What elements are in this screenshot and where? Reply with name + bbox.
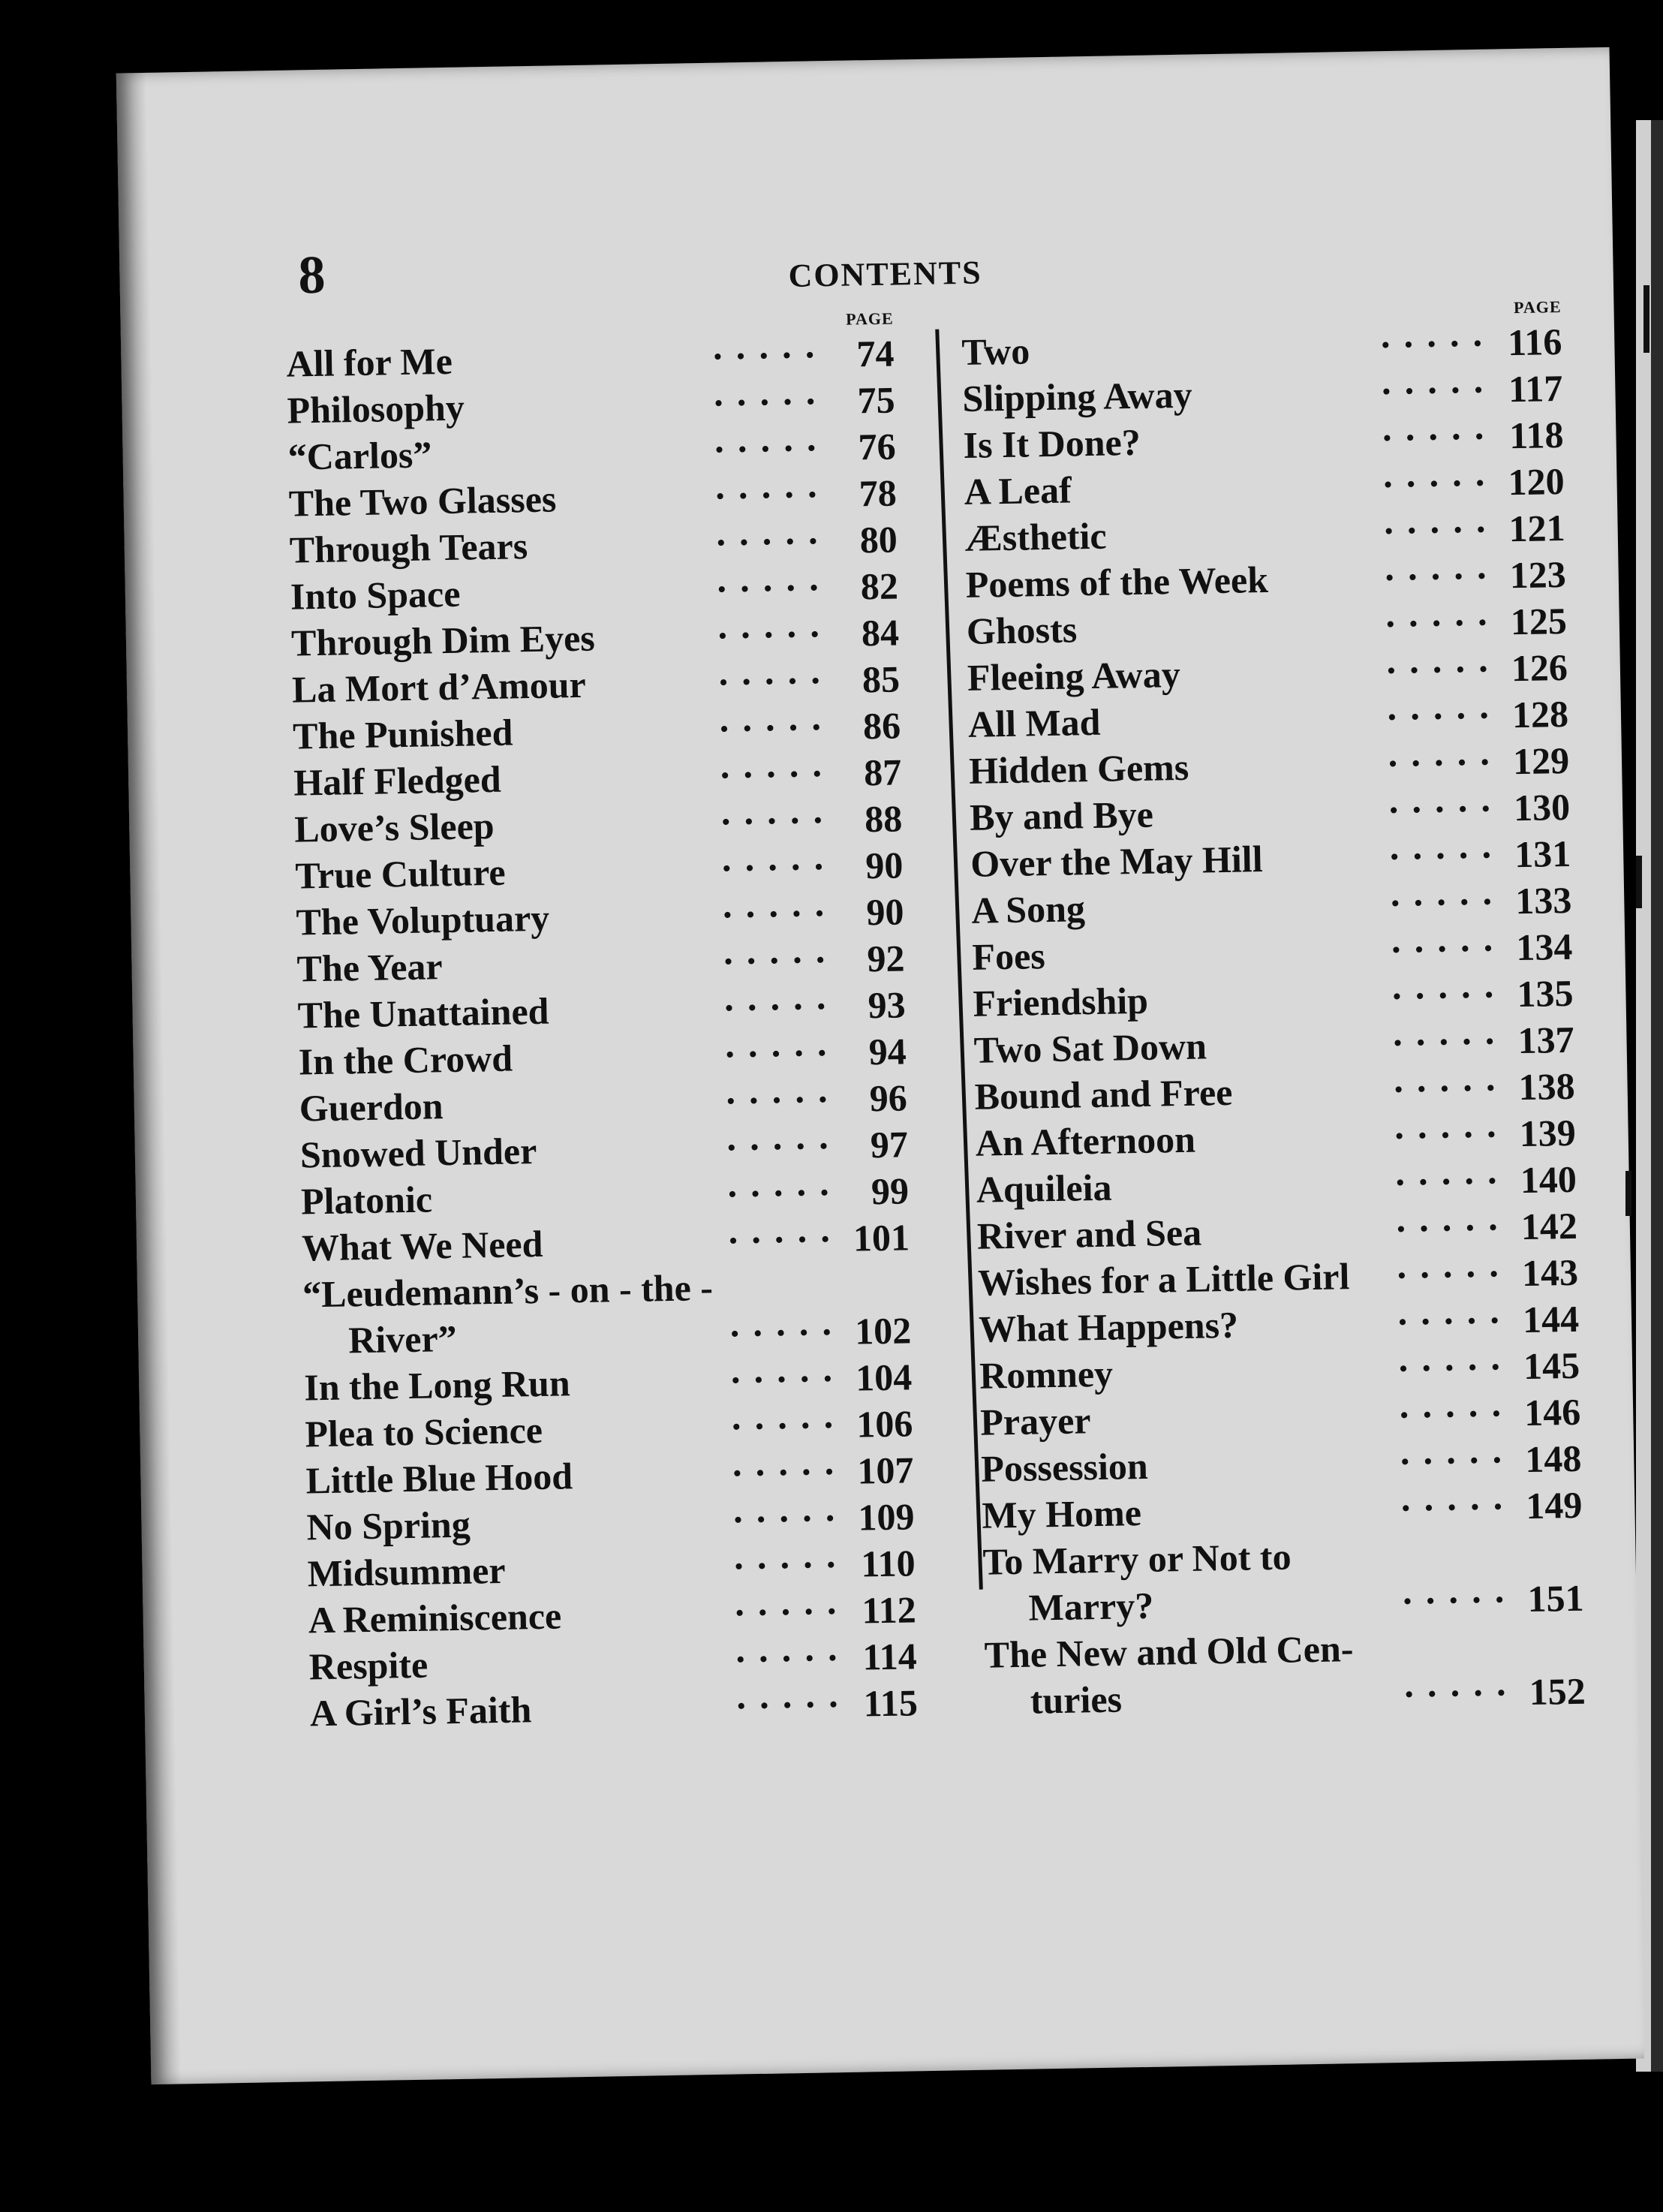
leader-dots: ····· [1389, 926, 1505, 971]
leader-dots: ····· [721, 937, 838, 983]
entry-page-number: 146 [1523, 1390, 1581, 1434]
entry-page-number: 131 [1514, 832, 1571, 876]
entry-page-number: 82 [860, 564, 899, 608]
entry-title: Fleeing Away [967, 652, 1181, 699]
facing-page-mark [1643, 285, 1649, 353]
entry-title: The Two Glasses [288, 477, 557, 525]
entry-title: The Unattained [297, 989, 549, 1037]
entry-title: In the Long Run [303, 1362, 571, 1409]
entry-page-number: 104 [855, 1356, 913, 1399]
leader-dots: ····· [728, 1310, 844, 1355]
entry-page-number: 129 [1512, 739, 1570, 783]
entry-title: Respite [308, 1643, 429, 1688]
entry-page-number: 78 [859, 471, 898, 515]
leader-dots: ····· [723, 1077, 841, 1122]
entry-page-number: 110 [860, 1542, 916, 1585]
leader-dots: ····· [713, 473, 830, 517]
entry-page-number: 96 [869, 1076, 908, 1120]
leader-dots: ····· [1391, 1019, 1508, 1064]
entry-title: Snowed Under [299, 1130, 537, 1176]
entry-title: A Girl’s Faith [309, 1688, 532, 1735]
leader-dots: ····· [715, 566, 832, 610]
leader-dots: ····· [1380, 414, 1496, 459]
entry-title: Friendship [973, 979, 1149, 1025]
leader-dots: ····· [1383, 600, 1500, 646]
entry-title: Prayer [979, 1399, 1091, 1443]
entry-title: Guerdon [299, 1085, 444, 1130]
entry-page-number: 112 [861, 1588, 917, 1632]
entry-title: Wishes for a Little Girl [977, 1255, 1350, 1304]
entry-title: Platonic [300, 1178, 433, 1223]
entry-title: Ghosts [966, 608, 1078, 652]
entry-page-number: 106 [856, 1402, 913, 1446]
entry-title: Plea to Science [304, 1408, 543, 1455]
page-column-header: PAGE [1513, 297, 1562, 318]
entry-title: My Home [981, 1491, 1142, 1536]
leader-dots: ····· [716, 612, 832, 657]
entry-title: All Mad [967, 700, 1101, 745]
entry-page-number: 133 [1514, 878, 1572, 922]
leader-dots: ····· [1391, 1066, 1508, 1111]
leader-dots: ····· [732, 1589, 850, 1634]
entry-title: Over the May Hill [970, 838, 1264, 885]
leader-dots: ····· [714, 519, 831, 564]
entry-page-number: 116 [1507, 321, 1562, 364]
entry-title: A Reminiscence [308, 1594, 562, 1642]
leader-dots: ····· [712, 426, 829, 471]
entry-title: To Marry or Not to [982, 1535, 1292, 1583]
leader-dots: ····· [725, 1124, 841, 1169]
entry-title-continued: River” [347, 1317, 458, 1362]
leader-dots: ····· [723, 1031, 840, 1076]
entry-page-number: 120 [1508, 459, 1565, 504]
entry-title: River and Sea [976, 1211, 1202, 1257]
entry-page-number: 121 [1508, 506, 1566, 550]
leader-dots: ····· [722, 984, 839, 1029]
entry-title: In the Crowd [298, 1037, 513, 1083]
entry-page-number: 109 [858, 1495, 915, 1539]
leader-dots: ····· [717, 706, 834, 750]
page-number: 8 [297, 244, 326, 305]
leader-dots: ····· [730, 1449, 847, 1494]
leader-dots: ····· [732, 1542, 849, 1588]
leader-dots: ····· [717, 659, 833, 703]
entry-page-number: 102 [854, 1309, 912, 1353]
leader-dots: ····· [1386, 740, 1502, 785]
entry-page-number: 92 [867, 937, 905, 980]
entry-title-continued: turies [1030, 1678, 1123, 1722]
leader-dots: ····· [1388, 833, 1504, 878]
entry-page-number: 86 [862, 704, 901, 748]
leader-dots: ····· [731, 1496, 847, 1541]
entry-title: True Culture [294, 850, 506, 897]
entry-title: Slipping Away [962, 373, 1193, 420]
entry-title: All for Me [286, 339, 453, 385]
entry-title: Half Fledged [293, 757, 502, 804]
leader-dots: ····· [1390, 973, 1506, 1018]
entry-page-number: 149 [1525, 1483, 1583, 1527]
leader-dots: ····· [1397, 1345, 1513, 1390]
contents-page [116, 47, 1644, 2084]
entry-title: Midsummer [307, 1548, 506, 1595]
contents-column-right [961, 297, 1601, 1725]
leader-dots: ····· [1396, 1299, 1512, 1344]
entry-page-number: 90 [865, 890, 904, 934]
leader-dots: ····· [711, 333, 827, 378]
leader-dots: ····· [720, 891, 837, 936]
entry-page-number: 101 [853, 1216, 910, 1259]
facing-page-mark [1636, 856, 1642, 908]
entry-title: Two [961, 330, 1030, 373]
entry-title: By and Bye [969, 793, 1154, 838]
leader-dots: ····· [726, 1217, 843, 1262]
entry-title: The Year [296, 945, 444, 990]
entry-page-number: 84 [861, 611, 900, 655]
entry-page-number: 137 [1517, 1018, 1575, 1062]
entry-page-number: 140 [1520, 1157, 1577, 1202]
entry-page-number: 97 [870, 1123, 909, 1166]
entry-page-number: 148 [1524, 1437, 1582, 1481]
entry-title: Possession [980, 1444, 1149, 1490]
leader-dots: ····· [711, 380, 828, 424]
entry-title: Æsthetic [964, 514, 1108, 559]
leader-dots: ····· [729, 1356, 845, 1401]
leader-dots: ····· [1379, 368, 1496, 413]
entry-title: Romney [979, 1352, 1114, 1397]
leader-dots: ····· [734, 1682, 851, 1727]
facing-page-mark [1625, 1171, 1631, 1216]
entry-title: Little Blue Hood [305, 1455, 573, 1502]
leader-dots: ····· [1392, 1112, 1509, 1157]
entry-page-number: 85 [862, 658, 901, 701]
leader-dots: ····· [720, 845, 836, 889]
leader-dots: ····· [1397, 1392, 1514, 1437]
entry-page-number: 125 [1510, 599, 1568, 643]
leader-dots: ····· [1398, 1438, 1514, 1483]
entry-title: Bound and Free [974, 1070, 1233, 1118]
entry-page-number: 80 [859, 518, 898, 561]
entry-page-number: 88 [864, 797, 903, 841]
contents-entry [309, 1679, 933, 1736]
leader-dots: ····· [729, 1403, 846, 1448]
entry-page-number: 94 [868, 1030, 907, 1073]
leader-dots: ····· [1402, 1671, 1519, 1715]
entry-page-number: 134 [1515, 925, 1573, 969]
entry-page-number: 126 [1511, 646, 1568, 690]
entry-page-number: 138 [1518, 1064, 1576, 1109]
entry-title: A Leaf [964, 468, 1072, 513]
entry-page-number: 87 [863, 751, 902, 794]
leader-dots: ····· [726, 1170, 842, 1215]
entry-title: Through Tears [289, 525, 528, 571]
entry-page-number: 117 [1508, 366, 1563, 411]
leader-dots: ····· [1394, 1205, 1511, 1250]
leader-dots: ····· [1387, 787, 1503, 832]
entry-title: Aquileia [976, 1166, 1112, 1211]
entry-page-number: 151 [1527, 1576, 1585, 1621]
entry-page-number: 123 [1509, 552, 1567, 597]
entry-title-continued: Marry? [1028, 1584, 1154, 1629]
entry-page-number: 76 [858, 425, 897, 468]
leader-dots: ····· [1382, 507, 1499, 552]
entry-title: La Mort d’Amour [291, 663, 587, 711]
entry-page-number: 135 [1516, 971, 1574, 1016]
leader-dots: ····· [1381, 461, 1498, 506]
contents-entry [982, 1527, 1599, 1631]
entry-title: Poems of the Week [965, 558, 1269, 606]
leader-dots: ····· [1382, 554, 1499, 599]
leader-dots: ····· [1400, 1578, 1517, 1622]
entry-page-number: 144 [1522, 1297, 1580, 1341]
entry-title: Through Dim Eyes [290, 616, 596, 664]
entry-title: A Song [970, 887, 1086, 931]
entry-title: Love’s Sleep [293, 804, 495, 850]
entry-page-number: 90 [865, 844, 904, 887]
contents-entry [302, 1260, 927, 1364]
entry-title: Foes [971, 934, 1046, 978]
entry-page-number: 152 [1529, 1669, 1586, 1714]
leader-dots: ····· [1393, 1159, 1510, 1204]
page-column-header: PAGE [845, 308, 894, 329]
entry-title: What We Need [301, 1222, 543, 1269]
leader-dots: ····· [1388, 880, 1505, 925]
entry-title: Philosophy [287, 386, 465, 432]
entry-page-number: 143 [1521, 1250, 1579, 1295]
page-title: CONTENTS [788, 254, 983, 294]
entry-page-number: 74 [856, 332, 895, 375]
entry-page-number: 75 [857, 378, 896, 422]
leader-dots: ····· [1379, 321, 1495, 366]
leader-dots: ····· [733, 1636, 850, 1681]
contents-column-left [286, 308, 933, 1736]
leader-dots: ····· [1385, 647, 1501, 692]
entry-title: Hidden Gems [968, 745, 1189, 792]
entry-title: Two Sat Down [973, 1025, 1207, 1071]
entry-page-number: 93 [868, 983, 907, 1027]
entry-title: An Afternoon [975, 1118, 1196, 1164]
entry-title: The New and Old Cen- [984, 1627, 1354, 1676]
entry-title: Is It Done? [963, 420, 1141, 466]
book-gutter [1651, 120, 1663, 2072]
entry-title: “Carlos” [287, 433, 432, 478]
leader-dots: ····· [1395, 1252, 1511, 1297]
entry-page-number: 139 [1519, 1111, 1577, 1155]
entry-title: The Punished [292, 711, 513, 757]
entry-title: No Spring [306, 1503, 471, 1548]
entry-page-number: 128 [1511, 692, 1569, 736]
entry-title: What Happens? [978, 1303, 1239, 1350]
entry-page-number: 107 [856, 1449, 914, 1492]
leader-dots: ····· [719, 799, 835, 843]
entry-page-number: 118 [1508, 413, 1564, 457]
entry-title: “Leudemann’s - on - the - [302, 1266, 714, 1316]
leader-dots: ····· [1385, 694, 1502, 739]
entry-title: Into Space [290, 572, 461, 618]
leader-dots: ····· [1399, 1485, 1515, 1530]
entry-title: The Voluptuary [296, 896, 550, 943]
entry-page-number: 99 [871, 1169, 910, 1213]
entry-page-number: 145 [1523, 1344, 1580, 1388]
entry-page-number: 130 [1513, 785, 1571, 829]
entry-page-number: 142 [1520, 1204, 1578, 1248]
entry-page-number: 114 [862, 1635, 918, 1678]
contents-entry [984, 1621, 1601, 1724]
leader-dots: ····· [718, 752, 835, 796]
entry-page-number: 115 [863, 1681, 919, 1725]
